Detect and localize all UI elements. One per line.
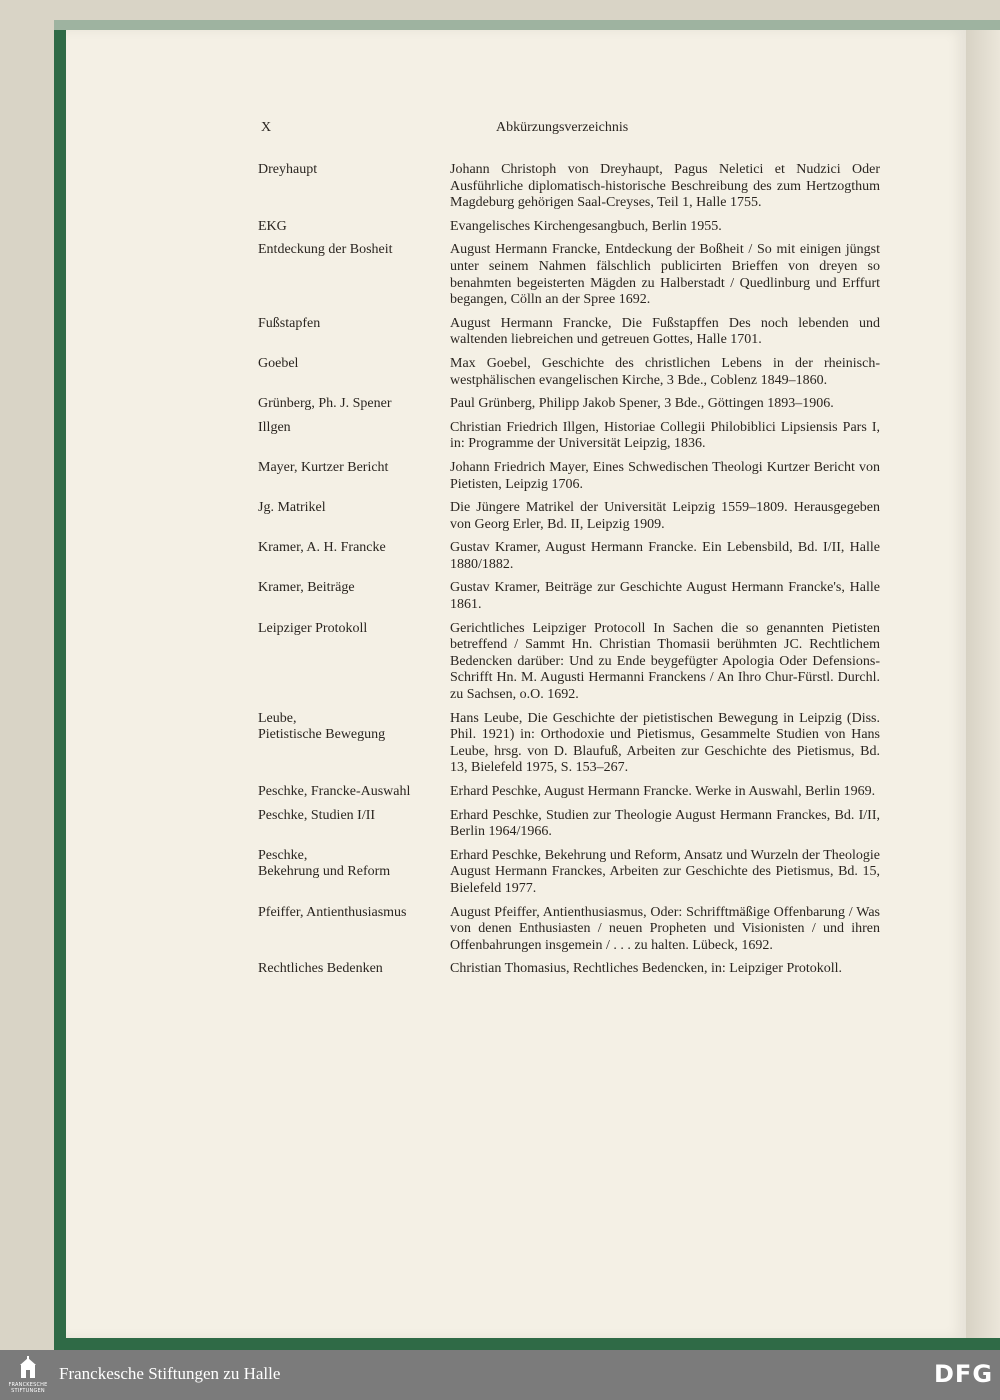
entry-term: Leube, Pietistische Bewegung bbox=[258, 710, 386, 743]
entry-row bbox=[258, 420, 880, 453]
entry-row bbox=[258, 540, 880, 573]
entry-term: EKG bbox=[258, 218, 287, 234]
entry-term: Grünberg, Ph. J. Spener bbox=[258, 396, 392, 412]
logo-text-line-1: FRANCKESCHE bbox=[8, 1382, 48, 1388]
running-head-title: Abkürzungsverzeichnis bbox=[496, 120, 629, 135]
viewer-footer bbox=[0, 1350, 1000, 1400]
entry-description: Johann Friedrich Mayer, Eines Schwedischen Theologi Kurtzer Bericht von Pietisten, Leipzig 1706. bbox=[450, 459, 880, 492]
entry-term: Kramer, Beiträge bbox=[258, 580, 355, 596]
institution-logo[interactable] bbox=[6, 1354, 50, 1396]
entry-term: Leipziger Protokoll bbox=[258, 620, 368, 636]
entry-row bbox=[258, 848, 880, 898]
entry-description: Johann Christoph von Dreyhaupt, Pagus Neletici et Nudzici Oder Ausführliche diplomatisch-historische Beschreibung des zum Hertzogthum Magdeburg gehörigen Saal-Creyses, Teil 1, Halle 1755. bbox=[450, 162, 880, 211]
logo-text bbox=[6, 1382, 50, 1394]
entry-term: Peschke, Francke-Auswahl bbox=[258, 784, 411, 799]
entry-row bbox=[258, 905, 880, 955]
entry-description: Erhard Peschke, August Hermann Francke. Werke in Auswahl, Berlin 1969. bbox=[450, 784, 876, 799]
footer-title[interactable]: Franckesche Stiftungen zu Halle bbox=[59, 1364, 281, 1383]
entry-term: Rechtliches Bedenken bbox=[258, 961, 383, 977]
entry-term: Goebel bbox=[258, 355, 299, 371]
entry-row bbox=[258, 356, 880, 389]
entry-term: Jg. Matrikel bbox=[258, 500, 326, 516]
entry-row bbox=[258, 460, 880, 493]
entry-row bbox=[258, 808, 880, 841]
entry-description: Erhard Peschke, Bekehrung und Reform, Ansatz und Wurzeln der Theologie August Hermann Franckes, Arbeiten zur Geschichte des Pietismus, Bd. 15, Bielefeld 1977. bbox=[450, 847, 880, 896]
entry-row bbox=[258, 961, 880, 978]
entry-term: Entdeckung der Bosheit bbox=[258, 242, 393, 258]
entry-description: Christian Friedrich Illgen, Historiae Collegii Philobiblici Lipsiensis Pars I, in: Programme der Universität Leipzig, 1836. bbox=[450, 419, 880, 452]
entry-row bbox=[258, 621, 880, 704]
entry-term: Fußstapfen bbox=[258, 315, 321, 331]
entry-row bbox=[258, 711, 880, 777]
entry-term: Pfeiffer, Antienthusiasmus bbox=[258, 904, 407, 920]
board-top-edge bbox=[54, 20, 1000, 30]
logo-text-line-2: STIFTUNGEN bbox=[11, 1388, 45, 1394]
dfg-logo[interactable]: DFG bbox=[934, 1360, 994, 1388]
entry-row bbox=[258, 242, 880, 308]
entry-description: Paul Grünberg, Philipp Jakob Spener, 3 Bde., Göttingen 1893–1906. bbox=[450, 396, 834, 412]
entry-row bbox=[258, 162, 880, 212]
running-head bbox=[0, 120, 1000, 140]
entry-description: Gerichtliches Leipziger Protocoll In Sachen die so genannten Pietisten betreffend / Sammt Hn. Christian Thomasii berühmten JC. Rechtlichem Bedencken darüber: Und zu Ende beygefügter Apologia Oder Defensions-Schrifft Hn. M. Augusti Hermanni Franckens / An Ihro Chur-Fürstl. Durchl. zu Sachsen, o.O. 1692. bbox=[450, 620, 880, 703]
building-icon bbox=[19, 1356, 37, 1380]
entry-description: August Pfeiffer, Antienthusiasmus, Oder: Schrifftmäßige Offenbarung / Was von denen Enthusiasten / neuen Propheten und Visionisten / und ihren Offenbahrungen insgemein / . . . zu halten. Lübeck, 1692. bbox=[450, 904, 880, 953]
entry-description: August Hermann Francke, Entdeckung der Boßheit / So mit einigen jüngst unter seinem Nahmen fälschlich publicirten Brieffen von dreyen so benahmten begeisterten Mägden zu Halberstadt / Quedlinburg und Erffurt begangen, Cölln an der Spree 1692. bbox=[450, 242, 880, 308]
entry-description: Hans Leube, Die Geschichte der pietistischen Bewegung in Leipzig (Diss. Phil. 1921) in: Orthodoxie und Pietismus, Gesammelte Studien von Hans Leube, hrsg. von D. Blaufuß, Arbeiten zur Geschichte des Pietismus, Bd. 13, Bielefeld 1975, S. 153–267. bbox=[450, 710, 880, 776]
entry-row bbox=[258, 396, 880, 413]
entry-description: Evangelisches Kirchengesangbuch, Berlin 1955. bbox=[450, 218, 722, 234]
entry-term: Illgen bbox=[258, 419, 291, 435]
entry-term: Peschke, Bekehrung und Reform bbox=[258, 847, 391, 880]
entry-term: Dreyhaupt bbox=[258, 162, 318, 177]
page-gutter bbox=[966, 30, 1000, 1338]
page-number: X bbox=[261, 120, 272, 135]
entry-row bbox=[258, 316, 880, 349]
abbreviation-list bbox=[258, 162, 880, 985]
entry-description: Erhard Peschke, Studien zur Theologie August Hermann Franckes, Bd. I/II, Berlin 1964/1966. bbox=[450, 807, 880, 840]
entry-term: Mayer, Kurtzer Bericht bbox=[258, 459, 389, 475]
entry-description: Max Goebel, Geschichte des christlichen Lebens in der rheinisch-westphälischen evangelischen Kirche, 3 Bde., Coblenz 1849–1860. bbox=[450, 355, 880, 388]
entry-description: Die Jüngere Matrikel der Universität Leipzig 1559–1809. Herausgegeben von Georg Erler, Bd. II, Leipzig 1909. bbox=[450, 500, 880, 532]
entry-description: Gustav Kramer, Beiträge zur Geschichte August Hermann Francke's, Halle 1861. bbox=[450, 580, 880, 613]
entry-row bbox=[258, 580, 880, 613]
entry-description: Gustav Kramer, August Hermann Francke. Ein Lebensbild, Bd. I/II, Halle 1880/1882. bbox=[450, 540, 880, 572]
entry-description: August Hermann Francke, Die Fußstapffen Des noch lebenden und waltenden liebreichen und getreuen Gottes, Halle 1701. bbox=[450, 315, 880, 348]
entry-row bbox=[258, 784, 880, 801]
entry-row bbox=[258, 219, 880, 236]
entry-term: Peschke, Studien I/II bbox=[258, 807, 376, 823]
entry-term: Kramer, A. H. Francke bbox=[258, 540, 386, 556]
entry-row bbox=[258, 500, 880, 533]
entry-description: Christian Thomasius, Rechtliches Bedencken, in: Leipziger Protokoll. bbox=[450, 961, 843, 977]
